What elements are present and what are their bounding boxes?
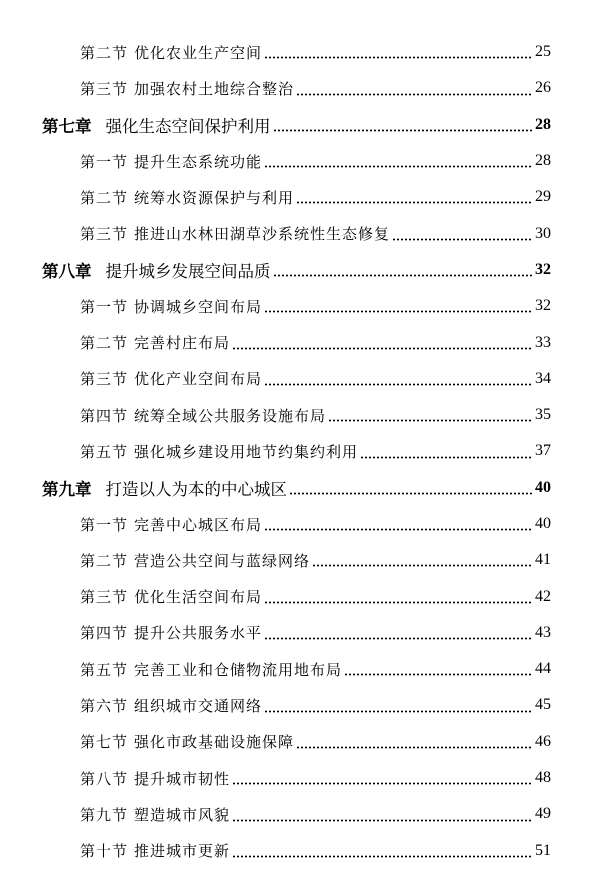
toc-section-entry[interactable] [0, 34, 591, 70]
section-title: 强化城乡建设用地节约集约利用 [134, 442, 359, 461]
page-number: 41 [535, 551, 551, 569]
toc-entry-label [80, 695, 262, 716]
dot-leader [264, 528, 532, 531]
dot-leader [264, 165, 532, 168]
toc-section-entry[interactable] [0, 542, 591, 578]
section-title: 完善中心城区布局 [134, 515, 263, 534]
page-number: 43 [535, 623, 551, 641]
section-number: 第十节 [80, 842, 129, 861]
toc-section-entry[interactable] [0, 796, 591, 832]
section-title: 提升公共服务水平 [134, 624, 263, 643]
toc-section-entry[interactable] [0, 70, 591, 106]
toc-entry-label [80, 42, 262, 63]
section-number: 第一节 [80, 515, 129, 534]
toc-section-entry[interactable] [0, 179, 591, 215]
table-of-contents [0, 34, 591, 869]
dot-leader [264, 710, 532, 713]
toc-entry-label [42, 476, 287, 500]
dot-leader [264, 383, 532, 386]
dot-leader [273, 129, 533, 132]
toc-entry-label [80, 78, 294, 99]
toc-chapter-entry[interactable] [0, 107, 591, 143]
toc-entry-label [42, 258, 271, 282]
dot-leader [264, 310, 532, 313]
section-number: 第九节 [80, 805, 129, 824]
section-number: 第三节 [80, 588, 129, 607]
page-number: 34 [535, 369, 551, 387]
toc-section-entry[interactable] [0, 433, 591, 469]
toc-section-entry[interactable] [0, 215, 591, 251]
dot-leader [264, 56, 532, 59]
dot-leader [392, 238, 532, 241]
section-number: 第四节 [80, 624, 129, 643]
toc-section-entry[interactable] [0, 760, 591, 796]
toc-chapter-entry[interactable] [0, 470, 591, 506]
dot-leader [296, 93, 532, 96]
section-number: 第四节 [80, 406, 129, 425]
page-number: 49 [535, 805, 551, 823]
dot-leader [264, 601, 532, 604]
toc-section-entry[interactable] [0, 833, 591, 869]
toc-section-entry[interactable] [0, 324, 591, 360]
toc-entry-label [80, 368, 262, 389]
section-title: 完善村庄布局 [134, 334, 231, 353]
dot-leader [312, 564, 532, 567]
toc-section-entry[interactable] [0, 361, 591, 397]
section-number: 第三节 [80, 79, 129, 98]
toc-chapter-entry[interactable] [0, 252, 591, 288]
section-title: 优化农业生产空间 [134, 43, 263, 62]
section-number: 第三节 [80, 225, 129, 244]
page-number: 48 [535, 769, 551, 787]
section-title: 推进山水林田湖草沙系统性生态修复 [134, 225, 391, 244]
section-title: 组织城市交通网络 [134, 696, 263, 715]
page-number: 25 [535, 43, 551, 61]
toc-entry-label [80, 622, 262, 643]
dot-leader [289, 492, 532, 495]
toc-section-entry[interactable] [0, 288, 591, 324]
section-title: 优化产业空间布局 [134, 370, 263, 389]
toc-section-entry[interactable] [0, 506, 591, 542]
section-number: 第一节 [80, 152, 129, 171]
toc-entry-label [80, 586, 262, 607]
section-number: 第二节 [80, 551, 129, 570]
section-title: 提升生态系统功能 [134, 152, 263, 171]
toc-entry-label [80, 296, 262, 317]
section-title: 强化市政基础设施保障 [134, 733, 295, 752]
dot-leader [232, 855, 532, 858]
toc-section-entry[interactable] [0, 651, 591, 687]
toc-entry-label [80, 151, 262, 172]
toc-entry-label [80, 804, 230, 825]
page-number: 28 [535, 152, 551, 170]
toc-section-entry[interactable] [0, 724, 591, 760]
section-number: 第三节 [80, 370, 129, 389]
page-number: 33 [535, 333, 551, 351]
section-title: 统筹水资源保护与利用 [134, 188, 295, 207]
dot-leader [232, 819, 532, 822]
dot-leader [273, 274, 533, 277]
toc-entry-label [80, 332, 230, 353]
chapter-title: 提升城乡发展空间品质 [105, 261, 271, 281]
dot-leader [360, 456, 532, 459]
dot-leader [296, 201, 532, 204]
dot-leader [328, 419, 532, 422]
toc-entry-label [80, 840, 230, 861]
toc-entry-label [80, 405, 326, 426]
toc-entry-label [80, 441, 358, 462]
section-number: 第七节 [80, 733, 129, 752]
page-number: 46 [535, 732, 551, 750]
chapter-number: 第七章 [42, 116, 92, 136]
page-number: 42 [535, 587, 551, 605]
section-number: 第一节 [80, 297, 129, 316]
section-title: 营造公共空间与蓝绿网络 [134, 551, 311, 570]
section-title: 推进城市更新 [134, 842, 231, 861]
section-title: 塑造城市风貌 [134, 805, 231, 824]
toc-section-entry[interactable] [0, 143, 591, 179]
section-number: 第八节 [80, 769, 129, 788]
section-title: 完善工业和仓储物流用地布局 [134, 660, 343, 679]
toc-section-entry[interactable] [0, 578, 591, 614]
section-number: 第二节 [80, 43, 129, 62]
page-number: 28 [535, 115, 551, 133]
section-title: 提升城市韧性 [134, 769, 231, 788]
toc-entry-label [80, 514, 262, 535]
dot-leader [264, 637, 532, 640]
toc-section-entry[interactable] [0, 687, 591, 723]
page-number: 37 [535, 442, 551, 460]
page-number: 35 [535, 406, 551, 424]
chapter-number: 第九章 [42, 479, 92, 499]
page-number: 32 [535, 297, 551, 315]
page-number: 40 [535, 478, 551, 496]
page-number: 29 [535, 188, 551, 206]
section-title: 加强农村土地综合整治 [134, 79, 295, 98]
section-number: 第二节 [80, 334, 129, 353]
section-number: 第五节 [80, 660, 129, 679]
dot-leader [232, 782, 532, 785]
page-number: 45 [535, 696, 551, 714]
toc-section-entry[interactable] [0, 615, 591, 651]
section-number: 第五节 [80, 442, 129, 461]
toc-entry-label [80, 659, 342, 680]
toc-entry-label [42, 113, 271, 137]
toc-entry-label [80, 768, 230, 789]
section-title: 协调城乡空间布局 [134, 297, 263, 316]
section-number: 第二节 [80, 188, 129, 207]
toc-entry-label [80, 731, 294, 752]
page-number: 40 [535, 515, 551, 532]
chapter-title: 打造以人为本的中心城区 [105, 479, 287, 499]
section-number: 第六节 [80, 696, 129, 715]
page-number: 51 [535, 841, 551, 859]
chapter-title: 强化生态空间保护利用 [105, 116, 271, 136]
toc-section-entry[interactable] [0, 397, 591, 433]
page-number: 30 [535, 224, 551, 242]
toc-entry-label [80, 550, 310, 571]
toc-entry-label [80, 187, 294, 208]
dot-leader [232, 347, 532, 350]
section-title: 优化生活空间布局 [134, 588, 263, 607]
dot-leader [344, 673, 532, 676]
page-number: 26 [535, 79, 551, 97]
page-number: 44 [535, 660, 551, 678]
toc-entry-label [80, 223, 390, 244]
section-title: 统筹全域公共服务设施布局 [134, 406, 327, 425]
chapter-number: 第八章 [42, 261, 92, 281]
dot-leader [296, 746, 532, 749]
page-number: 32 [535, 260, 551, 278]
